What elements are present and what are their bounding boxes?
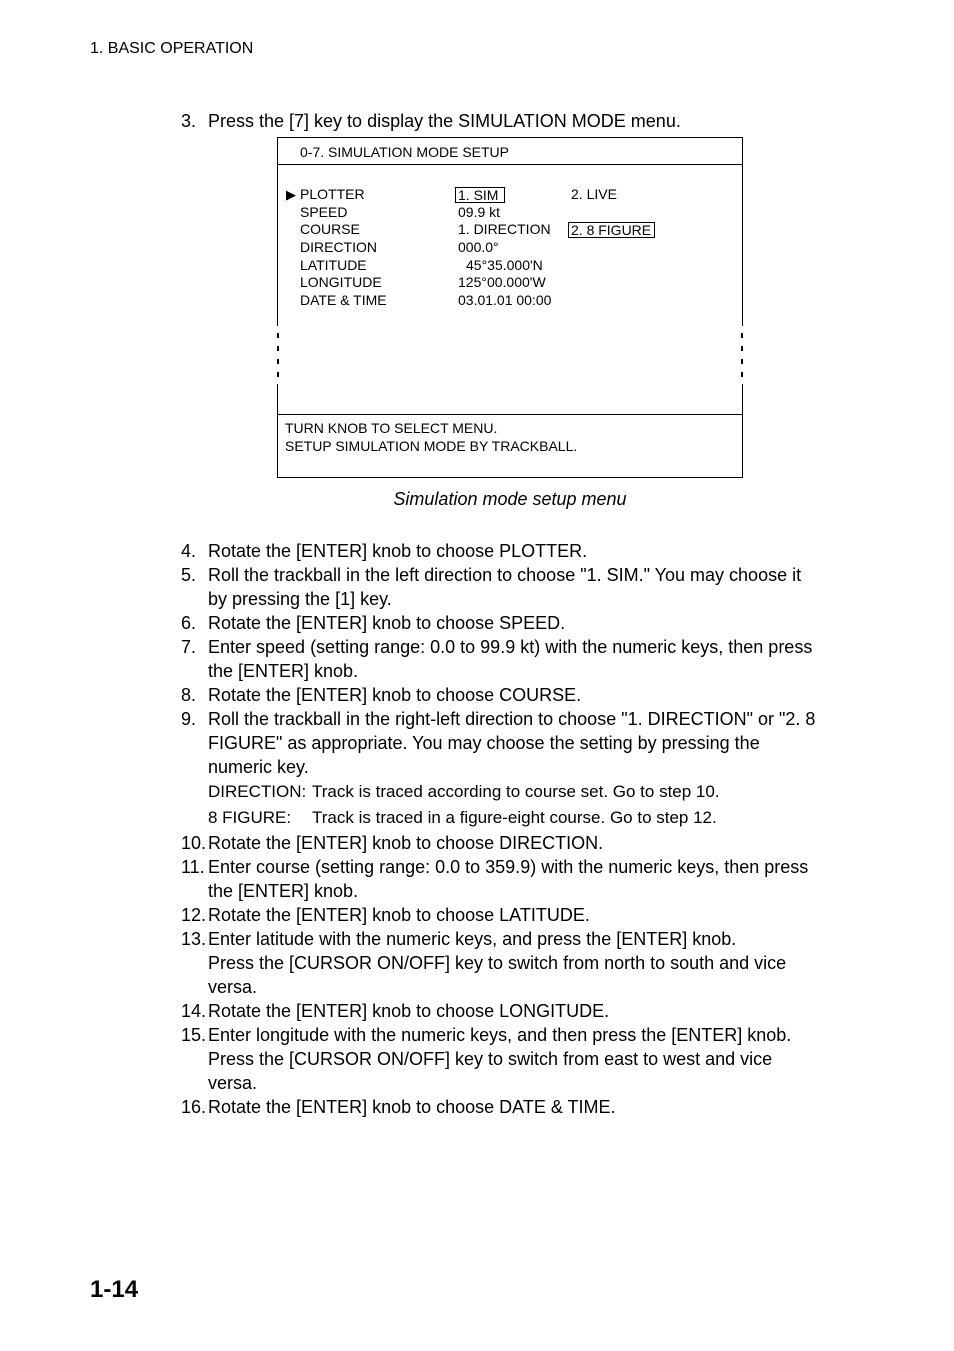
menu-title: 0-7. SIMULATION MODE SETUP xyxy=(300,144,509,160)
menu-footer xyxy=(285,419,577,455)
footer-line: TURN KNOB TO SELECT MENU. xyxy=(285,420,498,436)
step-9 xyxy=(181,707,841,779)
step-line: the [ENTER] knob. xyxy=(208,661,359,681)
simulation-menu-figure xyxy=(277,137,743,478)
menu-row-longitude xyxy=(278,274,742,292)
step-line: FIGURE" as appropriate. You may choose the setting by pressing the xyxy=(208,733,760,753)
menu-option-selected: 2. 8 FIGURE xyxy=(568,222,655,238)
step-number: 15. xyxy=(181,1025,207,1045)
menu-label: LONGITUDE xyxy=(300,274,382,291)
step-15 xyxy=(181,1023,841,1095)
step-line: the [ENTER] knob. xyxy=(208,881,359,901)
dash-mark xyxy=(741,372,743,377)
step-number: 7. xyxy=(181,637,197,657)
step-number: 9. xyxy=(181,709,197,729)
step-14 xyxy=(181,999,841,1023)
menu-row-speed xyxy=(278,204,742,222)
step-line: numeric key. xyxy=(208,757,309,777)
menu-row-date-time xyxy=(278,292,742,310)
menu-label: PLOTTER xyxy=(300,186,365,202)
step-line: Enter latitude with the numeric keys, and press the [ENTER] knob. xyxy=(208,929,737,949)
step-line: Press the [CURSOR ON/OFF] key to switch from east to west and vice xyxy=(208,1049,773,1069)
menu-value: 45°35.000'N xyxy=(466,256,543,273)
step-11 xyxy=(181,855,841,903)
step-line: Enter speed (setting range: 0.0 to 99.9 kt) with the numeric keys, then press xyxy=(208,637,813,657)
step-number: 10. xyxy=(181,833,207,853)
step-line: Rotate the [ENTER] knob to choose PLOTTER. xyxy=(208,541,588,561)
step-line: by pressing the [1] key. xyxy=(208,589,392,609)
section-header: 1. BASIC OPERATION xyxy=(90,40,254,57)
step-line: Rotate the [ENTER] knob to choose DATE & TIME. xyxy=(208,1097,616,1117)
definition-8-figure xyxy=(181,805,841,831)
menu-row-course xyxy=(278,221,742,239)
menu-label: LATITUDE xyxy=(300,256,367,273)
step-line: Rotate the [ENTER] knob to choose COURSE. xyxy=(208,685,582,705)
definition-term: DIRECTION: xyxy=(208,782,307,801)
step-line: Enter longitude with the numeric keys, and then press the [ENTER] knob. xyxy=(208,1025,792,1045)
menu-title-divider xyxy=(278,164,742,165)
dash-mark xyxy=(741,359,743,364)
step-number: 3. xyxy=(181,111,197,131)
menu-value: 09.9 kt xyxy=(458,203,501,220)
step-list xyxy=(181,539,841,1119)
step-number: 8. xyxy=(181,685,197,705)
step-line: versa. xyxy=(208,1073,258,1093)
step-number: 16. xyxy=(181,1097,207,1117)
step-number: 11. xyxy=(181,857,205,877)
menu-row-plotter xyxy=(278,186,742,204)
dash-mark xyxy=(277,372,279,377)
footer-line: SETUP SIMULATION MODE BY TRACKBALL. xyxy=(285,438,578,454)
step-line: Rotate the [ENTER] knob to choose LONGITUDE. xyxy=(208,1001,610,1021)
step-13 xyxy=(181,927,841,999)
menu-label: COURSE xyxy=(300,221,360,238)
step-line: Roll the trackball in the left direction to choose "1. SIM." You may choose it xyxy=(208,565,802,585)
definition-desc: Track is traced in a figure-eight course. Go to step 12. xyxy=(312,808,717,827)
menu-option-selected: 1. SIM xyxy=(455,187,505,203)
menu-row-direction xyxy=(278,239,742,257)
step-number: 14. xyxy=(181,1001,207,1021)
menu-option: 2. LIVE xyxy=(571,186,617,202)
step-16 xyxy=(181,1095,841,1119)
step-6 xyxy=(181,611,841,635)
dash-mark xyxy=(277,333,279,338)
step-number: 4. xyxy=(181,541,197,561)
dash-mark xyxy=(741,333,743,338)
menu-value: 125°00.000'W xyxy=(458,274,546,291)
step-line: Rotate the [ENTER] knob to choose DIRECTION. xyxy=(208,833,604,853)
step-number: 13. xyxy=(181,929,207,949)
definition-direction xyxy=(181,779,841,805)
step-7 xyxy=(181,635,841,683)
menu-value: 000.0° xyxy=(458,239,499,256)
step-text: Press the [7] key to display the SIMULATION MODE menu. xyxy=(208,111,681,131)
step-number: 6. xyxy=(181,613,197,633)
step-number: 12. xyxy=(181,905,207,925)
menu-value: 03.01.01 00:00 xyxy=(458,292,552,309)
figure-caption: Simulation mode setup menu xyxy=(393,489,627,509)
menu-option: 1. DIRECTION xyxy=(458,221,551,238)
menu-label: DIRECTION xyxy=(300,239,377,256)
page-number: 1-14 xyxy=(90,1276,139,1303)
definition-desc: Track is traced according to course set. Go to step 10. xyxy=(312,782,720,801)
dash-mark xyxy=(277,346,279,351)
menu-label: SPEED xyxy=(300,203,348,220)
menu-row-latitude xyxy=(278,257,742,275)
step-8 xyxy=(181,683,841,707)
selection-arrow-icon: ▶ xyxy=(286,187,296,202)
step-3 xyxy=(181,111,681,132)
menu-rows xyxy=(278,186,742,310)
step-4 xyxy=(181,539,841,563)
dash-mark xyxy=(277,359,279,364)
step-12 xyxy=(181,903,841,927)
dash-mark xyxy=(741,346,743,351)
step-line: Rotate the [ENTER] knob to choose LATITUDE. xyxy=(208,905,590,925)
menu-footer-divider xyxy=(278,414,742,415)
step-line: Rotate the [ENTER] knob to choose SPEED. xyxy=(208,613,566,633)
step-line: Roll the trackball in the right-left direction to choose "1. DIRECTION" or "2. 8 xyxy=(208,709,816,729)
step-number: 5. xyxy=(181,565,197,585)
definition-term: 8 FIGURE: xyxy=(208,808,292,827)
menu-label: DATE & TIME xyxy=(300,292,387,309)
step-line: Enter course (setting range: 0.0 to 359.9) with the numeric keys, then press xyxy=(208,857,809,877)
step-10 xyxy=(181,831,841,855)
step-5 xyxy=(181,563,841,611)
step-line: Press the [CURSOR ON/OFF] key to switch from north to south and vice xyxy=(208,953,787,973)
step-line: versa. xyxy=(208,977,258,997)
